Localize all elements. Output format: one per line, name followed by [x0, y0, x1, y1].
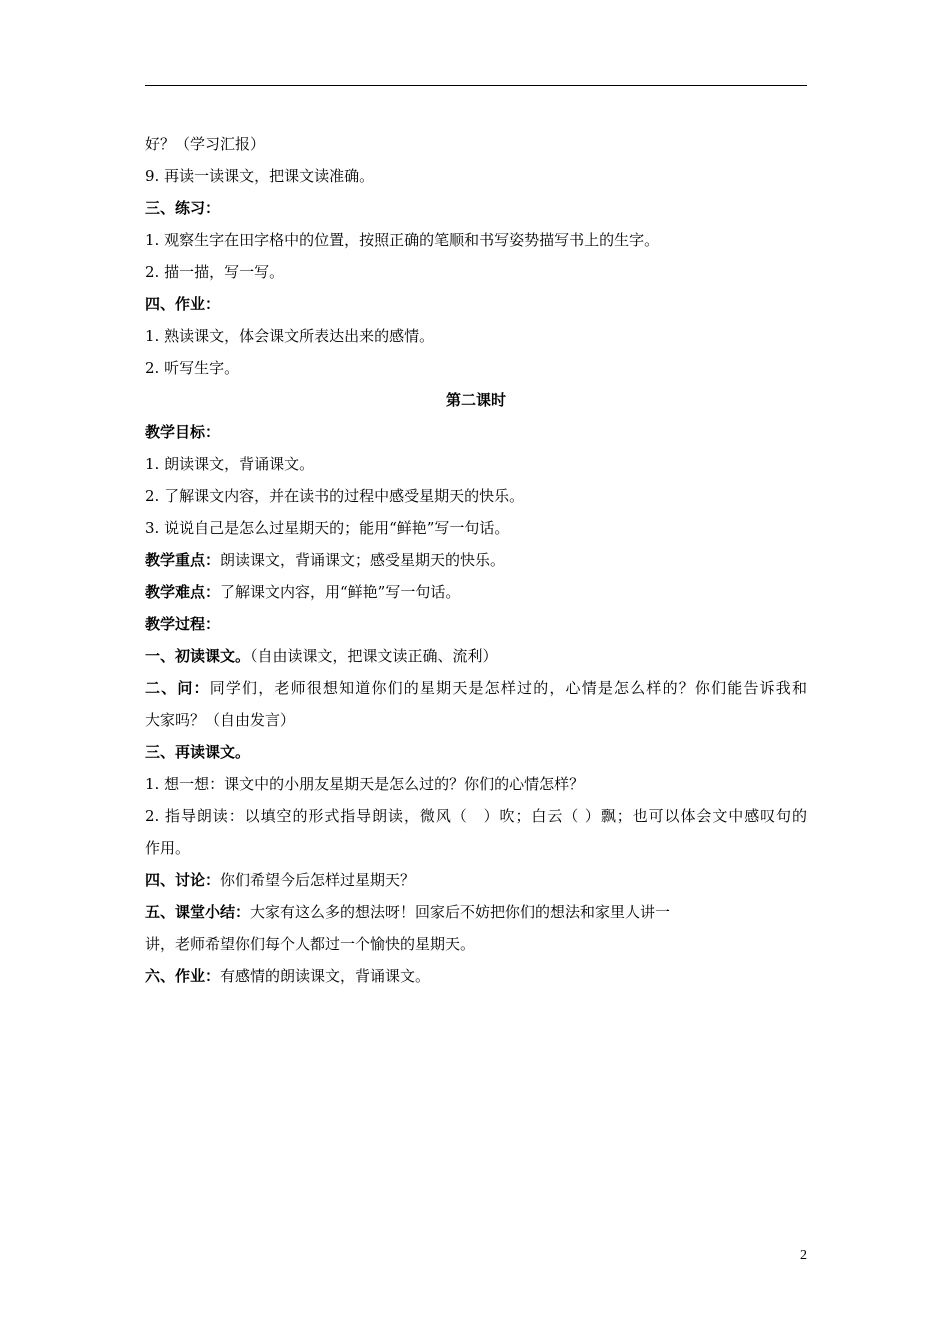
- text-line: 1. 熟读课文，体会课文所表达出来的感情。: [145, 327, 435, 345]
- line-label: 教学重点：: [145, 551, 221, 569]
- line-label: 四、讨论：: [145, 871, 221, 889]
- line-text: 同学们，老师很想知道你们的星期天是怎样过的，心情是怎么样的？你们能告诉我和: [209, 679, 807, 697]
- section-heading: 教学过程：: [145, 615, 221, 633]
- text-line: [145, 545, 807, 577]
- line-text: 你们希望今后怎样过星期天？: [220, 871, 416, 889]
- section-heading: 教学目标：: [145, 423, 221, 441]
- text-line: 1. 朗读课文，背诵课文。: [145, 455, 315, 473]
- line-text: （自由读课文，把课文读正确、流利）: [250, 647, 498, 665]
- text-line: 作用。: [145, 839, 191, 857]
- line-text: 有感情的朗读课文，背诵课文。: [220, 967, 431, 985]
- document-body: [145, 129, 807, 993]
- header-rule: [145, 85, 807, 86]
- line-label: 五、课堂小结：: [145, 903, 251, 921]
- text-line: [145, 641, 807, 673]
- text-line: 2. 了解课文内容，并在读书的过程中感受星期天的快乐。: [145, 487, 525, 505]
- text-line: [145, 673, 807, 705]
- text-line: [145, 897, 807, 929]
- text-line: 2. 描一描，写一写。: [145, 263, 285, 281]
- text-line: 3. 说说自己是怎么过星期天的；能用“鲜艳”写一句话。: [145, 519, 510, 537]
- text-line: 1. 观察生字在田字格中的位置，按照正确的笔顺和书写姿势描写书上的生字。: [145, 231, 660, 249]
- section-heading: 三、练习：: [145, 199, 221, 217]
- text-line: 1. 想一想：课文中的小朋友星期天是怎么过的？你们的心情怎样？: [145, 775, 585, 793]
- line-text: 了解课文内容，用“鲜艳”写一句话。: [220, 583, 461, 601]
- lesson-title: 第二课时: [445, 391, 506, 409]
- text-line: [145, 865, 807, 897]
- page-number: 2: [800, 1248, 807, 1263]
- line-label: 一、初读课文。: [145, 647, 251, 665]
- text-line: 9. 再读一读课文，把课文读准确。: [145, 167, 375, 185]
- text-line: 2. 听写生字。: [145, 359, 240, 377]
- line-text: 朗读课文，背诵课文；感受星期天的快乐。: [220, 551, 506, 569]
- line-label: 六、作业：: [145, 967, 221, 985]
- text-line: 大家吗？（自由发言）: [145, 711, 296, 729]
- text-line: 讲，老师希望你们每个人都过一个愉快的星期天。: [145, 935, 476, 953]
- section-heading: 四、作业：: [145, 295, 221, 313]
- section-heading: 三、再读课文。: [145, 743, 251, 761]
- text-line: 好？（学习汇报）: [145, 135, 266, 153]
- text-line: [145, 577, 807, 609]
- line-text: 大家有这么多的想法呀！回家后不妨把你们的想法和家里人讲一: [250, 903, 671, 921]
- text-line: [145, 961, 807, 993]
- text-line: 2. 指导朗读：以填空的形式指导朗读，微风（ ）吹；白云（ ）飘；也可以体会文中感叹句的: [145, 807, 807, 825]
- line-label: 教学难点：: [145, 583, 221, 601]
- line-label: 二、问：: [145, 679, 210, 697]
